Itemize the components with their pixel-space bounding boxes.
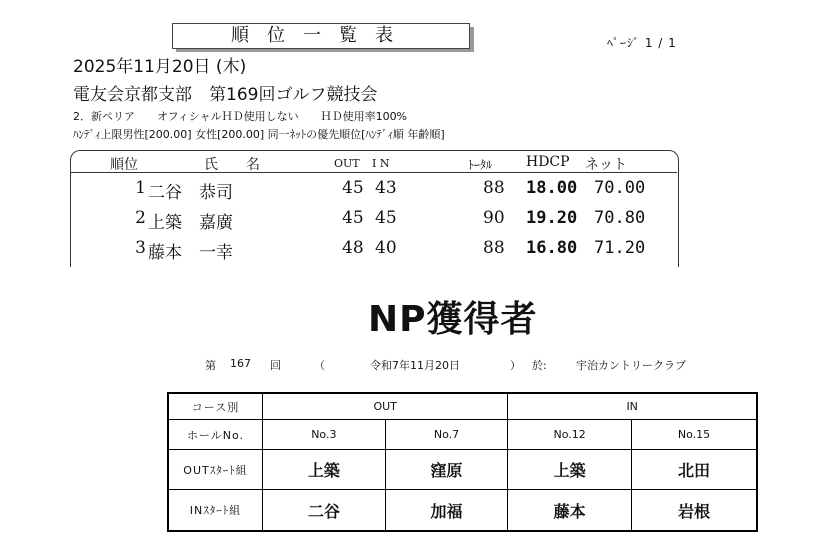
name-cell: 藤本 一幸 (148, 243, 233, 263)
col-rank: 順位 (110, 157, 138, 173)
hdcp-cell: 19.20 (526, 208, 578, 228)
np-title: NP獲得者 (368, 299, 538, 340)
name-cell: 上築 嘉廣 (148, 213, 233, 233)
course-label: コース別 (168, 393, 263, 420)
table-row (70, 204, 677, 232)
col-hdcp: HDCP (526, 154, 570, 170)
in-cell: 40 (375, 238, 397, 258)
ranking-header (70, 152, 677, 173)
out-cell: 45 (342, 208, 364, 228)
winner-cell: 二谷 (263, 490, 386, 532)
total-cell: 88 (483, 178, 505, 198)
winner-cell: 北田 (632, 450, 758, 490)
name-cell: 二谷 恭司 (148, 183, 233, 203)
in-start-label: INｽﾀｰﾄ組 (168, 490, 263, 532)
out-cell: 48 (342, 238, 364, 258)
out-cell: 45 (342, 178, 364, 198)
rank-cell: 3 (135, 238, 146, 258)
course-in: IN (508, 393, 757, 420)
table-row (70, 234, 677, 262)
hdcp-cell: 16.80 (526, 238, 578, 258)
winner-cell: 加福 (385, 490, 508, 532)
winner-cell: 上築 (263, 450, 386, 490)
np-date: 令和7年11月20日 (370, 359, 460, 372)
col-net: ネット (585, 157, 627, 173)
np-round-number: 167 (230, 357, 251, 370)
col-in: I N (372, 157, 390, 170)
out-start-label: OUTｽﾀｰﾄ組 (168, 450, 263, 490)
col-name: 氏 名 (204, 157, 260, 173)
rank-cell: 1 (135, 178, 146, 198)
scoring-rules: 2．新ペリア オフィシャルＨＤ使用しない ＨＤ使用率100% (73, 110, 408, 123)
winner-cell: 藤本 (508, 490, 632, 532)
table-row (70, 174, 677, 202)
winner-cell: 岩根 (632, 490, 758, 532)
winner-cell: 上築 (508, 450, 632, 490)
net-cell: 70.00 (594, 178, 646, 198)
hole-number: No.3 (263, 420, 386, 450)
np-at-label: 於: (532, 359, 547, 372)
net-cell: 71.20 (594, 238, 646, 258)
hdcp-cell: 18.00 (526, 178, 578, 198)
np-paren-close: ） (510, 359, 521, 372)
np-info-dai: 第 (205, 359, 216, 372)
in-cell: 45 (375, 208, 397, 228)
np-venue: 宇治カントリークラブ (576, 359, 686, 372)
np-info-kai: 回 (270, 359, 281, 372)
total-cell: 88 (483, 238, 505, 258)
handicap-rules: ﾊﾝﾃﾞｨ上限男性[200.00] 女性[200.00] 同一ﾈｯﾄの優先順位[ﾊﾝﾃﾞｨ順 年齢順] (73, 128, 445, 141)
page-indicator: ﾍﾟｰｼﾞ 1 / 1 (607, 36, 677, 50)
total-cell: 90 (483, 208, 505, 228)
event-name: 電友会京都支部 第169回ゴルフ競技会 (73, 85, 378, 105)
in-cell: 43 (375, 178, 397, 198)
winner-cell: 窪原 (385, 450, 508, 490)
hole-number: No.7 (385, 420, 508, 450)
col-total: ﾄｰﾀﾙ (468, 158, 493, 172)
hole-number: No.15 (632, 420, 758, 450)
col-out: OUT (334, 157, 360, 170)
course-out: OUT (263, 393, 508, 420)
page-title: 順位一覧表 (172, 23, 470, 49)
hole-label: ホールNo. (168, 420, 263, 450)
net-cell: 70.80 (594, 208, 646, 228)
rank-cell: 2 (135, 208, 146, 228)
hole-number: No.12 (508, 420, 632, 450)
np-table (167, 392, 758, 532)
event-date: 2025年11月20日 (木) (73, 57, 247, 77)
np-paren-open: （ (314, 359, 325, 372)
